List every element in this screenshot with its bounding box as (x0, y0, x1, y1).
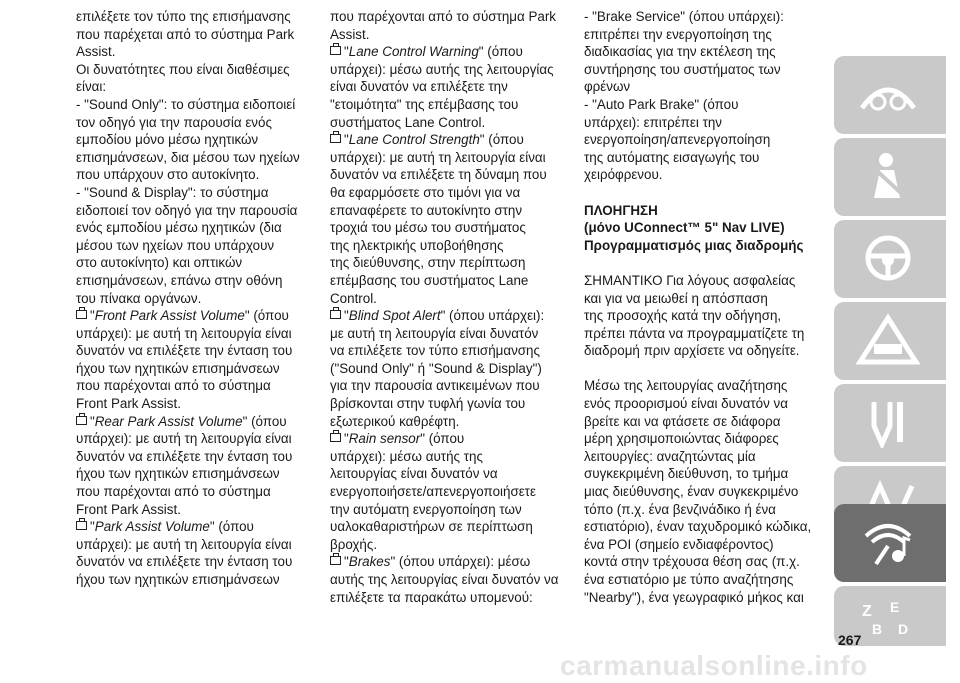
text-line: διαδικασίας για την εκτέλεση της (584, 44, 776, 60)
text-line: που παρέχονται από το σύστημα (76, 378, 271, 394)
text-line: που υπάρχουν στο αυτοκίνητο. (76, 167, 260, 183)
text-line: τον οδηγό για την παρουσία ενός (76, 114, 272, 130)
text-line: (μόνο UConnect™ 5" Nav LIVE) (584, 220, 785, 236)
text-line: που παρέχεται από το σύστημα Park (76, 26, 295, 42)
blind-spot-alert-item: "Blind Spot Alert" (όπου υπάρχει): (330, 307, 566, 325)
text-line: ένα εστιατόριο με τύπο αναζήτησης (584, 572, 794, 587)
navigation-heading (584, 202, 814, 255)
text-line: - "Sound & Display": το σύστημα (76, 184, 269, 200)
text-line: ήχου των ηχητικών επισημάνσεων (76, 572, 280, 587)
lane-control-strength-item: "Lane Control Strength" (όπου (330, 131, 566, 149)
text-line: βροχής. (330, 536, 378, 552)
text-line: ενός εμποδίου μέσω ηχητικών (δια (76, 220, 282, 236)
text-line: θα εφαρμόσετε στο τιμόνι για να (330, 184, 521, 200)
text-line: συντήρησης του συστήματος των (584, 61, 781, 77)
svg-text:D: D (898, 621, 909, 637)
text-line: να επιλέξετε τον τύπο επισήμανσης (330, 343, 540, 359)
text-line: είναι δυνατόν να επιλέξετε την (330, 79, 508, 95)
text-line: εξωτερικού καθρέφτη. (330, 413, 460, 429)
text-line: εμποδίου μόνο μέσω ηχητικών (76, 132, 259, 148)
menu-item-icon (330, 556, 341, 565)
text-line: ένα POI (σημείο ενδιαφέροντος) (584, 536, 774, 552)
text-line: ήχου των ηχητικών επισημάνσεων (76, 466, 280, 482)
text-line: υαλοκαθαριστήρων σε περίπτωση (330, 519, 533, 535)
text-line: λειτουργίες: αναζητώντας μία (584, 448, 756, 464)
text-line: τόπο (π.χ. ένα βενζινάδικο ή ένα (584, 501, 776, 517)
chapter-tabs (834, 56, 946, 637)
text-line: Front Park Assist. (76, 501, 181, 517)
text-line: την αυτόματη ενεργοποίηση των (330, 501, 522, 517)
text-line: - "Brake Service" (όπου υπάρχει): (584, 9, 784, 24)
text-line: πρέπει πάντα να προγραμματίζετε τη (584, 325, 805, 341)
text-line: με αυτή τη λειτουργία είναι δυνατόν (330, 325, 539, 341)
text-line: αυτής της λειτουργίας είναι δυνατόν να (330, 572, 559, 587)
text-line: συγκεκριμένη διεύθυνση, το τμήμα (584, 466, 789, 482)
text-line: που παρέχονται από το σύστημα (76, 484, 271, 500)
wrench-icon (834, 384, 946, 462)
col1-lines (76, 8, 308, 307)
text-line: Assist. (330, 26, 370, 42)
text-line: φρένων (584, 79, 631, 95)
text-line: δυνατόν να επιλέξετε την ένταση του (76, 343, 293, 359)
rain-sensor-item: "Rain sensor" (όπου (330, 430, 566, 448)
menu-item-icon (76, 416, 87, 425)
text-line: διαδρομή πριν αρχίσετε να οδηγείτε. (584, 343, 800, 359)
text-line: τροχιά του μέσω του συστήματος (330, 220, 526, 236)
warning-icon (834, 302, 946, 380)
text-line: ειδοποιεί τον οδηγό για την παρουσία (76, 202, 298, 218)
rear-park-assist-volume-item: "Rear Park Assist Volume" (όπου (76, 413, 308, 431)
text-line: Προγραμματισμός μιας διαδρομής (584, 237, 804, 253)
text-line: επισημάνσεων, δια μέσου των ηχείων (76, 149, 300, 165)
watermark: carmanualsonline.info (560, 650, 868, 681)
text-line: Front Park Assist. (76, 396, 181, 412)
lane-control-warning-item: "Lane Control Warning" (όπου (330, 43, 566, 61)
text-column-2 (330, 8, 566, 606)
text-line: ενεργοποιήσετε/απενεργοποιήσετε (330, 484, 536, 500)
text-line: "Nearby"), ένα γεωγραφικό μήκος και (584, 589, 804, 605)
text-line: δυνατόν να επιλέξετε την ένταση του (76, 448, 293, 464)
text-line: επαναφέρετε το αυτοκίνητο στην (330, 202, 523, 218)
text-line: επέμβασης του συστήματος Lane (330, 272, 529, 288)
text-line: εστιατόριο), έναν ταχυδρομικό κώδικα, (584, 519, 812, 535)
park-assist-volume-item: "Park Assist Volume" (όπου (76, 518, 308, 536)
text-line: "ετοιμότητα" της επέμβασης του (330, 96, 519, 112)
text-column-1 (76, 8, 308, 589)
text-line: επιλέξετε τα παρακάτω υπομενού: (330, 589, 533, 605)
svg-text:E: E (890, 599, 900, 615)
menu-item-icon (76, 310, 87, 319)
text-line: επιτρέπει την ενεργοποίηση της (584, 26, 772, 42)
seatbelt-icon (834, 138, 946, 216)
text-line: Control. (330, 290, 377, 306)
text-line: ενός προορισμού είναι δυνατόν να (584, 396, 788, 412)
text-line: στο αυτοκίνητο) και οπτικών (76, 255, 243, 271)
text-column-3 (584, 8, 814, 606)
text-line: ΠΛΟΗΓΗΣΗ (584, 202, 658, 218)
svg-text:B: B (872, 621, 883, 637)
text-line: Οι δυνατότητες που είναι διαθέσιμες (76, 61, 290, 77)
menu-item-icon (76, 521, 87, 530)
text-line: ήχου των ηχητικών επισημάνσεων (76, 360, 280, 376)
text-line: ενεργοποίηση/απενεργοποίηση (584, 132, 771, 148)
text-line: της αυτόματης εισαγωγής του (584, 149, 760, 165)
text-line: υπάρχει): με αυτή τη λειτουργία είναι (76, 431, 292, 447)
menu-item-icon (330, 433, 341, 442)
text-line: για την παρουσία αντικειμένων που (330, 378, 540, 394)
text-line: Μέσω της λειτουργίας αναζήτησης (584, 378, 788, 394)
text-line: υπάρχει): με αυτή τη λειτουργία είναι (76, 325, 292, 341)
text-line: της ηλεκτρικής υποβοήθησης (330, 237, 504, 253)
brakes-item: "Brakes" (όπου υπάρχει): μέσω (330, 553, 566, 571)
menu-item-icon (330, 134, 341, 143)
text-line: υπάρχει): επιτρέπει την (584, 114, 722, 130)
text-line: - "Sound Only": το σύστημα ειδοποιεί (76, 96, 296, 112)
text-line: υπάρχει): μέσω αυτής της λειτουργίας (330, 61, 554, 77)
text-line: συστήματος Lane Control. (330, 114, 486, 130)
text-line: υπάρχει): με αυτή τη λειτουργία είναι (76, 536, 292, 552)
text-line: δυνατόν να επιλέξετε την ένταση του (76, 554, 293, 570)
text-line: επιλέξετε τον τύπο της επισήμανσης (76, 9, 291, 24)
text-line: - "Auto Park Brake" (όπου (584, 96, 739, 112)
text-line: Assist. (76, 44, 116, 60)
text-line: χειρόφρενου. (584, 167, 663, 183)
text-line: κοντά στην τρέχουσα θέση σας (π.χ. (584, 554, 800, 570)
page-number: 267 (838, 632, 862, 648)
text-line: επισημάνσεων, επάνω στην οθόνη (76, 272, 283, 288)
text-line: της προσοχής κατά την οδήγηση, (584, 308, 782, 324)
text-line: του πίνακα οργάνων. (76, 290, 202, 306)
text-line: λειτουργίας είναι δυνατόν να (330, 466, 498, 482)
svg-text:Z: Z (862, 603, 872, 620)
text-line: που παρέχονται από το σύστημα Park (330, 9, 556, 24)
text-line: μιας διεύθυνσης, έναν συγκεκριμένο (584, 484, 799, 500)
text-line: μέρη χρησιμοποιώντας διάφορες (584, 431, 779, 447)
text-line: ΣΗΜΑΝΤΙΚΟ Για λόγους ασφαλείας (584, 272, 796, 288)
text-line: βρίσκονται στην τυφλή γωνία του (330, 396, 526, 412)
text-line: ("Sound Only" ή "Sound & Display") (330, 360, 542, 376)
text-line: μέσου των ηχείων που υπάρχουν (76, 237, 275, 253)
text-line: βρείτε και να φτάσετε σε διάφορα (584, 413, 781, 429)
car-dashboard-icon (834, 56, 946, 134)
text-line: είναι: (76, 79, 107, 95)
front-park-assist-volume-item: "Front Park Assist Volume" (όπου (76, 307, 308, 325)
text-line: και για να μειωθεί η απόσπαση (584, 290, 768, 306)
text-line: της διεύθυνσης, στην περίπτωση (330, 255, 526, 271)
text-line: υπάρχει): μέσω αυτής της (330, 448, 483, 464)
text-line: υπάρχει): με αυτή τη λειτουργία είναι (330, 149, 546, 165)
menu-item-icon (330, 310, 341, 319)
menu-item-icon (330, 46, 341, 55)
text-line: δυνατόν να επιλέξετε τη δύναμη που (330, 167, 547, 183)
multimedia-icon (834, 504, 946, 582)
steering-wheel-icon (834, 220, 946, 298)
